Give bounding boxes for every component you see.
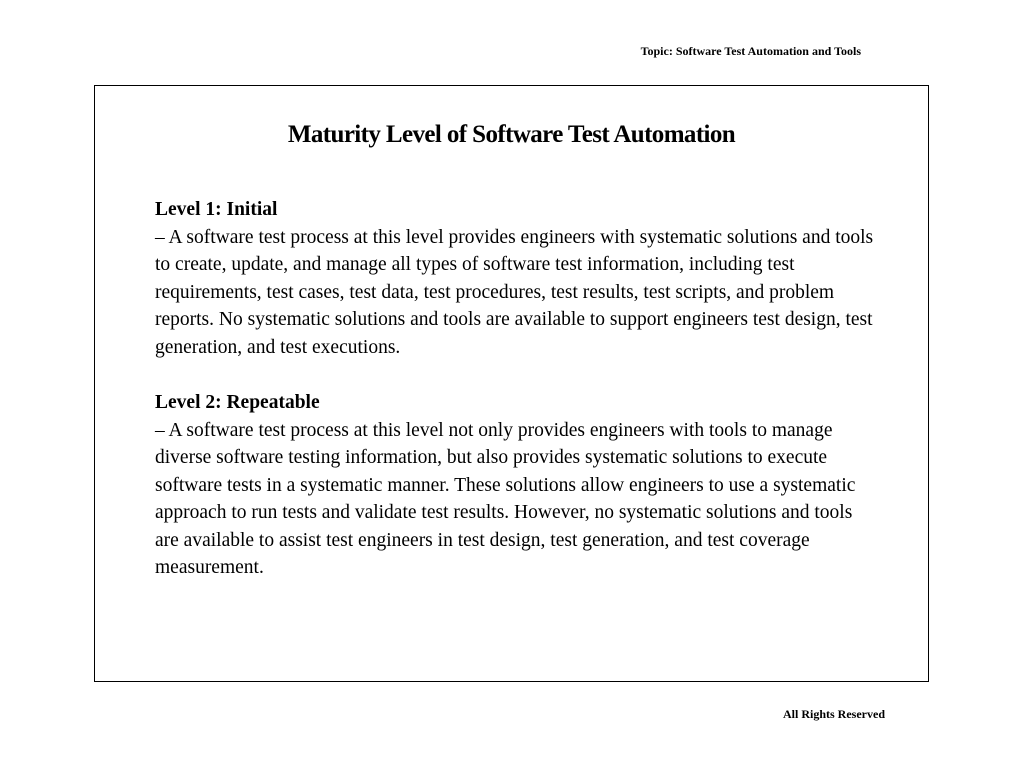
level-2-block	[155, 389, 875, 582]
slide-title: Maturity Level of Software Test Automation	[287, 121, 736, 148]
slide-frame	[94, 85, 929, 682]
topic-header: Topic: Software Test Automation and Tools	[640, 44, 861, 58]
level-2-heading: Level 2: Repeatable	[155, 392, 320, 413]
slide-content	[155, 196, 875, 610]
level-1-block	[155, 196, 875, 361]
level-2-description: – A software test process at this level not only provides engineers with tools to manage diverse software testing information, but also provides systematic solutions to execute software tests in a systematic manner. These solutions allow engineers to use a systematic approach to run tests and validate test results. However, no systematic solutions and tools are available to assist test engineers in test design, test generation, and test coverage measurement.	[155, 419, 856, 578]
footer-rights: All Rights Reserved	[783, 707, 885, 721]
level-1-heading: Level 1: Initial	[155, 199, 278, 220]
level-1-description: – A software test process at this level provides engineers with systematic solutions and tools to create, update, and manage all types of software test information, including test requirements, test cases, test data, test procedures, test results, test scripts, and problem reports. No systematic solutions and tools are available to support engineers test design, test generation, and test executions.	[155, 226, 874, 358]
